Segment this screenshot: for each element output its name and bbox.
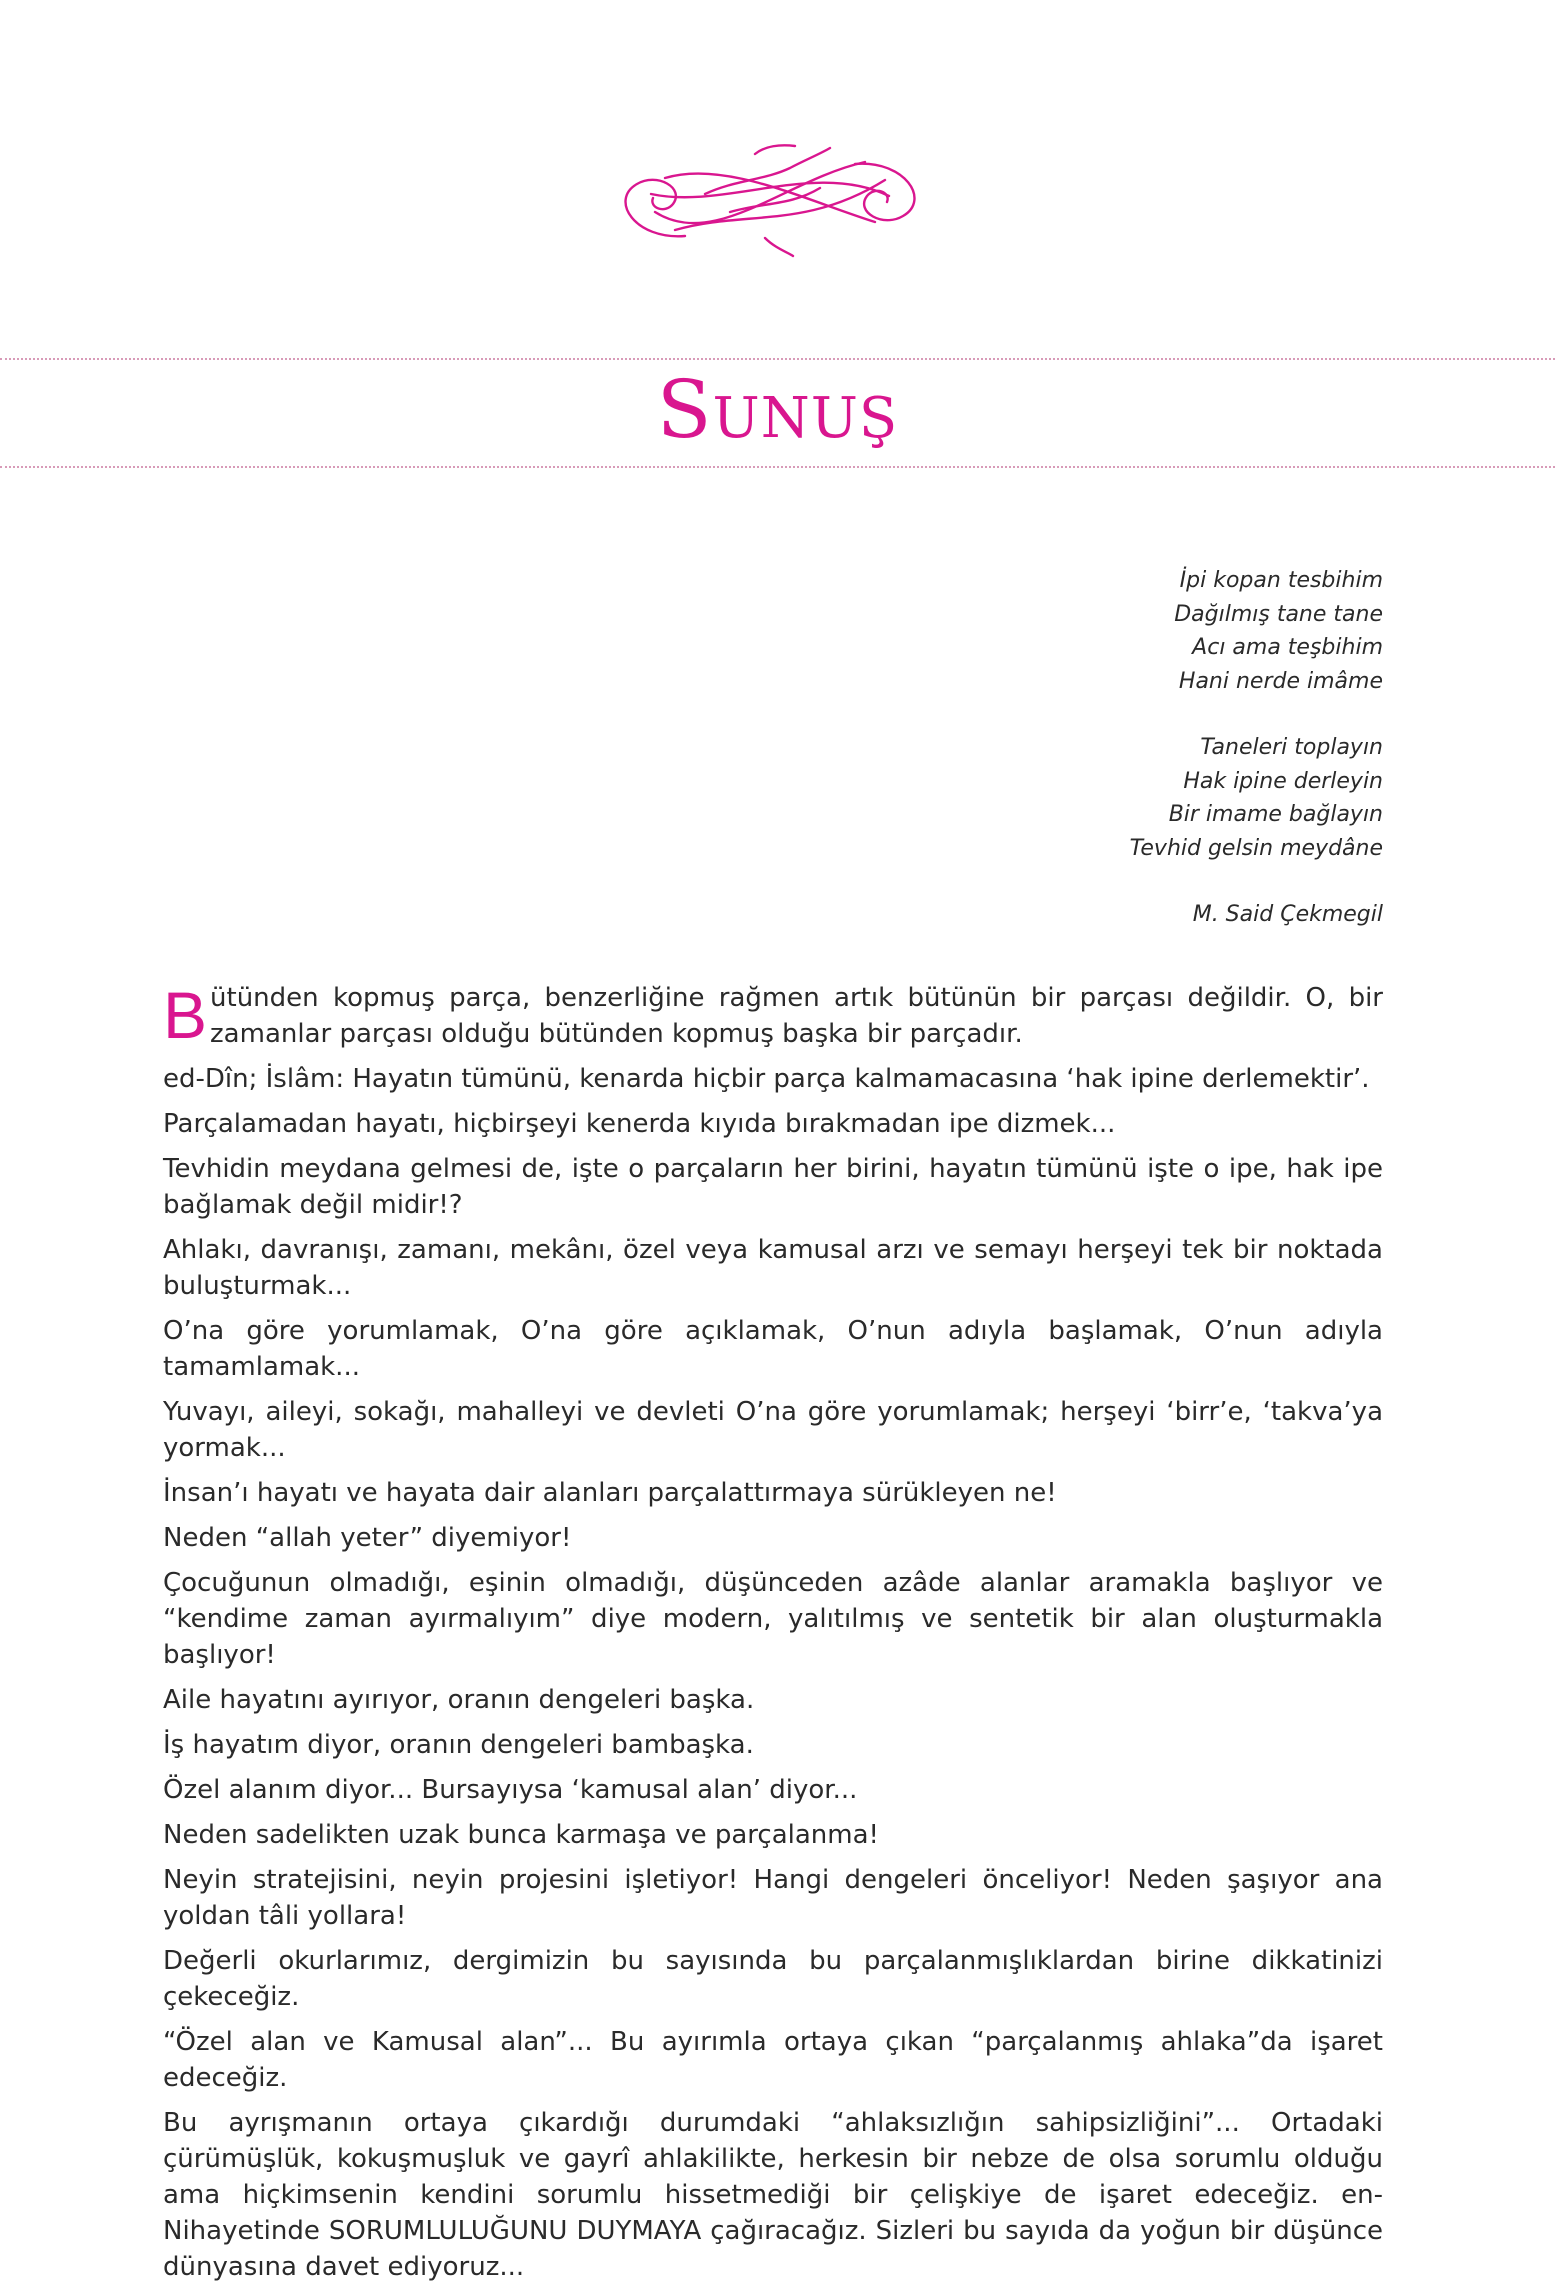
paragraph: Neden “allah yeter” diyemiyor! xyxy=(163,1523,572,1553)
paragraph: Ahlakı, davranışı, zamanı, mekânı, özel veya kamusal arzı ve semayı herşeyi tek bir noktada buluşturmak... xyxy=(163,1235,1383,1301)
paragraph-text: ütünden kopmuş parça, benzerliğine rağmen artık bütünün bir parçası değildir. O, bir zamanlar parçası olduğu bütünden kopmuş başka bir parçadır. xyxy=(210,983,1383,1049)
paragraph: Çocuğunun olmadığı, eşinin olmadığı, düşünceden azâde alanlar aramakla başlıyor ve “kendime zaman ayırmalıyım” diye modern, yalıtılmış ve sentetik bir alan oluşturmakla başlıyor! xyxy=(163,1568,1383,1670)
drop-cap: B xyxy=(163,978,208,1052)
poem-line: Bir imame bağlayın xyxy=(1168,802,1383,827)
poem-line: Hani nerde imâme xyxy=(1178,668,1383,694)
poem-stanza-2 xyxy=(1130,731,1383,865)
poem-line: Dağılmış tane tane xyxy=(1174,601,1383,627)
flourish-ornament-icon xyxy=(615,140,925,260)
paragraph: Neden sadelikten uzak bunca karmaşa ve parçalanma! xyxy=(163,1820,879,1850)
poem-line: Hak ipine derleyin xyxy=(1183,768,1383,794)
poem-line: Taneleri toplayın xyxy=(1200,735,1383,760)
poem-stanza-1 xyxy=(1130,564,1383,698)
paragraph: O’na göre yorumlamak, O’na göre açıklamak, O’nun adıyla başlamak, O’nun adıyla tamamlamak... xyxy=(163,1316,1383,1382)
paragraph: Özel alanım diyor... Bursayıysa ‘kamusal alan’ diyor... xyxy=(163,1775,858,1805)
paragraph: Parçalamadan hayatı, hiçbirşeyi kenerda kıyıda bırakmadan ipe dizmek... xyxy=(163,1109,1116,1139)
paragraph: Yuvayı, aileyi, sokağı, mahalleyi ve devleti O’na göre yorumlamak; herşeyi ‘birr’e, ‘takva’ya yormak... xyxy=(163,1397,1383,1463)
epigraph-poem xyxy=(1130,564,1383,932)
paragraph: İnsan’ı hayatı ve hayata dair alanları parçalattırmaya sürükleyen ne! xyxy=(163,1478,1057,1508)
poem-author: M. Said Çekmegil xyxy=(1192,902,1383,927)
poem-line: Acı ama teşbihim xyxy=(1192,635,1383,660)
paragraph: Neyin stratejisini, neyin projesini işletiyor! Hangi dengeleri önceliyor! Neden şaşıyor ana yoldan tâli yollara! xyxy=(163,1865,1383,1931)
paragraph: Tevhidin meydana gelmesi de, işte o parçaların her birini, hayatın tümünü işte o ipe, hak ipe bağlamak değil midir!? xyxy=(163,1154,1383,1220)
article-body xyxy=(163,980,1383,2294)
poem-line: İpi kopan tesbihim xyxy=(1179,568,1383,593)
paragraph: Değerli okurlarımız, dergimizin bu sayısında bu parçalanmışlıklardan birine dikkatinizi çekeceğiz. xyxy=(163,1946,1383,2012)
paragraph-first xyxy=(163,980,1383,1052)
paragraph: İş hayatım diyor, oranın dengeleri bambaşka. xyxy=(163,1730,754,1760)
paragraph: “Özel alan ve Kamusal alan”... Bu ayırımla ortaya çıkan “parçalanmış ahlaka”da işaret edeceğiz. xyxy=(163,2027,1383,2093)
paragraph: Aile hayatını ayırıyor, oranın dengeleri başka. xyxy=(163,1685,755,1715)
bottom-dotted-rule xyxy=(0,466,1555,468)
paragraph: Bu ayrışmanın ortaya çıkardığı durumdaki “ahlaksızlığın sahipsizliğini”... Ortadaki çürümüşlük, kokuşmuşluk ve gayrî ahlakilikte, herkesin bir nebze de olsa sorumlu olduğu ama hiçkimsenin kendini sorumlu hissetmediği bir çelişkiye de işaret edeceğiz. en-Nihayetinde SORUMLULUĞUNU DUYMAYA çağıracağız. Sizleri bu sayıda da yoğun bir düşünce dünyasına davet ediyoruz... xyxy=(163,2108,1383,2282)
poem-line: Tevhid gelsin meydâne xyxy=(1129,835,1383,861)
paragraph: ed-Dîn; İslâm: Hayatın tümünü, kenarda hiçbir parça kalmamacasına ‘hak ipine derlemektir’. xyxy=(163,1064,1370,1094)
page-title: Sunuş xyxy=(656,363,899,456)
